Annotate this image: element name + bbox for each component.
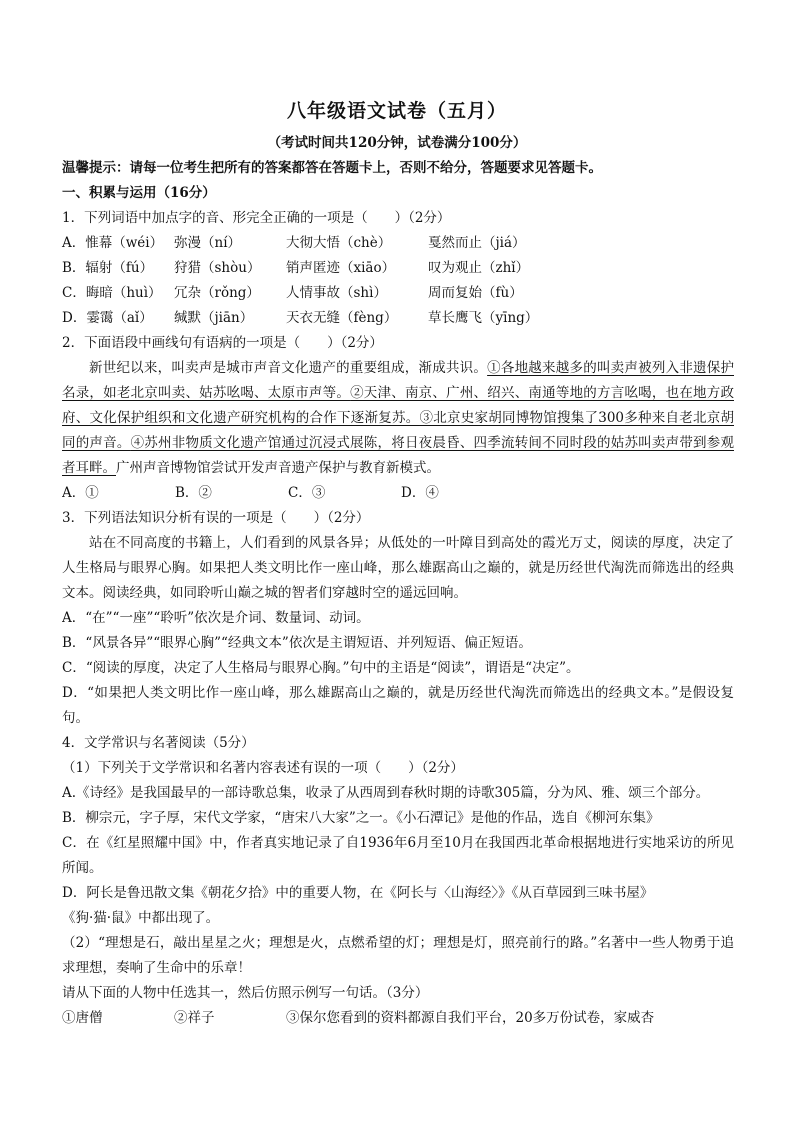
question-3-option-a: A．“在”“一座”“聆听”依次是介词、数量词、动词。 <box>62 610 370 626</box>
question-1-stem: 1．下列词语中加点字的音、形完全正确的一项是（ ）（2分） <box>62 210 451 226</box>
question-1-option-d <box>62 306 734 331</box>
question-2-options <box>62 481 734 506</box>
choice-xiangzi: ②祥子 <box>174 1010 215 1026</box>
choice-tangseng: ①唐僧 <box>62 1010 103 1026</box>
question-1-option-b <box>62 256 734 281</box>
question-2-stem: 2．下面语段中画线句有语病的一项是（ ）（2分） <box>62 335 383 351</box>
question-3-option-d: D．“如果把人类文明比作一座山峰，那么雄踞高山之巅的，就是历经世代淘洗而筛选出的经典文本。”是假设复句。 <box>62 685 734 726</box>
question-3-option-c: C．“阅读的厚度，决定了人生格局与眼界心胸。”句中的主语是“阅读”，谓语是“决定”。 <box>62 660 580 676</box>
option-cell: 天衣无缝（fèng） <box>286 310 398 326</box>
question-3-option-b: B．“风景各异”“眼界心胸”“经典文本”依次是主谓短语、并列短语、偏正短语。 <box>62 635 532 651</box>
option-cell: 缄默（jiān） <box>174 310 254 326</box>
option-d: D．④ <box>401 485 439 501</box>
underlined-sentence-4: ④苏州非物质文化遗产馆通过沉浸式展陈，将日夜晨昏、四季流转间不同时段的姑苏叫卖声带到参观者耳畔。 <box>62 435 734 476</box>
passage-intro: 新世纪以来，叫卖声是城市声音文化遗产的重要组成，渐成共识。 <box>89 360 488 376</box>
passage-end: 广州声音博物馆尝试开发声音遗产保护与教育新模式。 <box>116 460 440 476</box>
option-cell: 戛然而止（jiá） <box>428 235 526 251</box>
option-cell: B．辐射（fú） <box>62 260 154 276</box>
question-4-instruction: 请从下面的人物中任选其一，然后仿照示例写一句话。（3分） <box>62 985 429 1001</box>
question-3-stem: 3．下列语法知识分析有误的一项是（ ）（2分） <box>62 510 370 526</box>
option-b: B．② <box>175 485 212 501</box>
option-cell: C．晦暗（huì） <box>62 285 162 301</box>
question-4-option-a: A.《诗经》是我国最早的一部诗歌总集，收录了从西周到春秋时期的诗歌305篇，分为风、雅、颂三个部分。 <box>62 785 710 801</box>
character-choices <box>62 1006 734 1031</box>
section-heading: 一、积累与运用（16分） <box>62 185 216 201</box>
question-3-passage: 站在不同高度的书籍上，人们看到的风景各异；从低处的一叶障目到高处的霞光万丈，阅读的厚度，决定了人生格局与眼界心胸。如果把人类文明比作一座山峰，那么雄踞高山之巅的，就是历经世代淘洗而筛选出的经典文本。阅读经典，如同聆听山巅之城的智者们穿越时空的遥远回响。 <box>62 535 734 601</box>
option-cell: A．惟幕（wéi） <box>62 235 164 251</box>
question-4-option-c: C．在《红星照耀中国》中，作者真实地记录了自1936年6月至10月在我国西北革命根据地进行实地采访的所见所闻。 <box>62 835 734 876</box>
option-c: C．③ <box>288 485 326 501</box>
question-2-passage <box>62 356 734 481</box>
watermark-text: 您看到的资料都源自我们平台，20多万份试卷，家威杏 <box>326 1010 655 1026</box>
option-cell: 草长鹰飞（yīng） <box>428 310 539 326</box>
option-cell: 人情事故（shì） <box>286 285 387 301</box>
page-title: 八年级语文试卷（五月） <box>286 100 507 122</box>
question-4-option-d-cont: 《狗·猫·鼠》中都出现了。 <box>62 910 220 926</box>
underlined-sentence-3: ③北京史家胡同博物馆搜集了300多种来自老北京胡同的声音。 <box>62 410 734 451</box>
option-a: A．① <box>62 485 99 501</box>
option-cell: 大彻大悟（chè） <box>286 235 392 251</box>
question-1-option-a <box>62 231 734 256</box>
option-cell: 弥漫（ní） <box>174 235 242 251</box>
option-cell: 叹为观止（zhǐ） <box>428 260 530 276</box>
exam-info: （考试时间共120分钟，试卷满分100分） <box>267 135 527 151</box>
question-4-option-d: D．阿长是鲁迅散文集《朝花夕拾》中的重要人物，在《阿长与〈山海经〉》《从百草园到三味书屋》 <box>62 885 654 901</box>
option-cell: D．霎霭（aǐ） <box>62 310 153 326</box>
option-cell: 周而复始（fù） <box>428 285 523 301</box>
question-4-option-b: B．柳宗元，字子厚，宋代文学家，“唐宋八大家”之一。《小石潭记》是他的作品，选自《柳河东集》 <box>62 810 660 826</box>
notice-tip: 温馨提示：请每一位考生把所有的答案都答在答题卡上，否则不给分，答题要求见答题卡。 <box>62 160 602 176</box>
question-4-stem: 4．文学常识与名著阅读（5分） <box>62 735 255 751</box>
option-cell: 销声匿迹（xiāo） <box>286 260 396 276</box>
underlined-sentence-1: ①各地越来越多的叫卖声被列入非遗保护名录，如老北京叫卖、姑苏吆喝、太原市声等。 <box>62 360 734 401</box>
question-4-sub-1: （1）下列关于文学常识和名著内容表述有误的一项（ ）（2分） <box>62 760 464 776</box>
question-1-option-c <box>62 281 734 306</box>
question-4-sub-2: （2）“理想是石，敲出星星之火；理想是火，点燃希望的灯；理想是灯，照亮前行的路。”名著中一些人物勇于追求理想，奏响了生命中的乐章！ <box>62 935 734 976</box>
option-cell: 狩猎（shòu） <box>174 260 261 276</box>
choice-baoer: ③保尔 <box>286 1010 327 1026</box>
option-cell: 冗杂（rǒng） <box>174 285 260 301</box>
underlined-sentence-2: ②天津、南京、广州、绍兴、南通等地的方言吆喝，也在地方政府、文化保护组织和文化遗产研究机构的合作下逐渐复苏。 <box>62 385 734 426</box>
exam-content <box>62 156 734 1031</box>
